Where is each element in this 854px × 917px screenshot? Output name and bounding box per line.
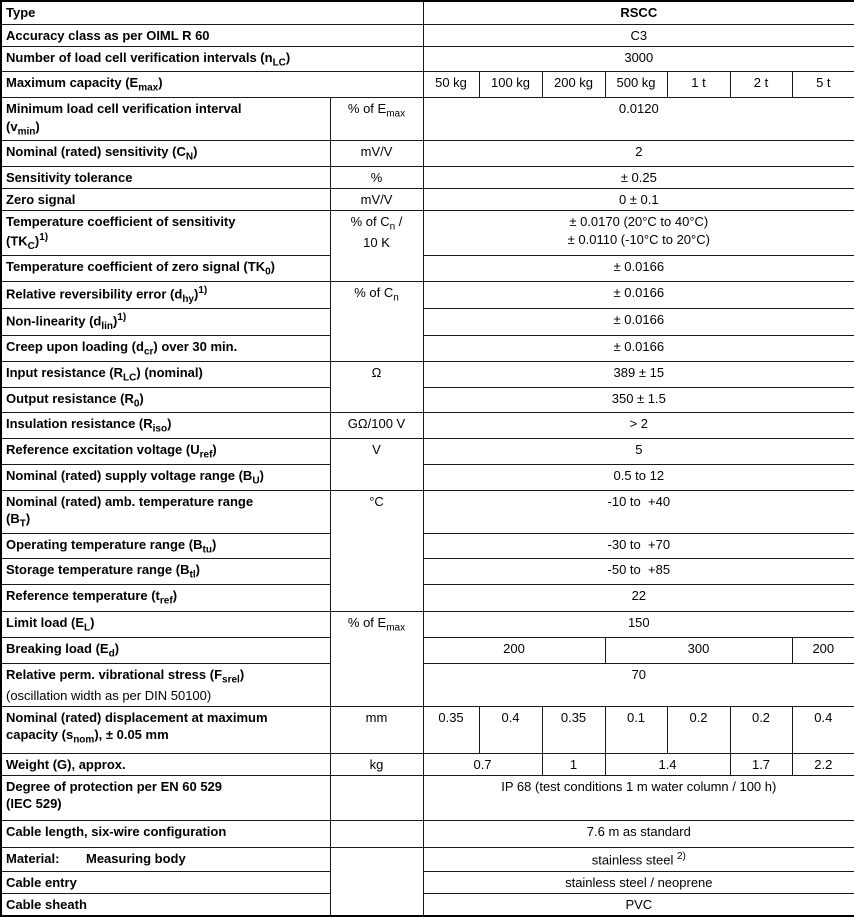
- row-sensitivity-tolerance: [1, 167, 854, 189]
- vibrational-stress-title: Relative perm. vibrational stress $(F_{srel})$: [6, 666, 245, 686]
- value-tk-sensitivity: ± 0.0170 (20°C to 40°C) ± 0.0110 (-10°C to 20°C): [423, 211, 854, 255]
- value-material-cable-entry: stainless steel / neoprene: [423, 871, 854, 893]
- value-vmin: 0.0120: [423, 98, 854, 141]
- unit-sensitivity: mV/V: [330, 141, 423, 167]
- unit-sensitivity-tolerance: %: [330, 167, 423, 189]
- vibrational-stress-subtitle: (oscillation width as per DIN 50100): [6, 687, 212, 703]
- unit-displacement: mm: [330, 706, 423, 753]
- unit-protection-empty: [330, 776, 423, 821]
- unit-d-block: % of $C_n$: [330, 281, 423, 361]
- value-reference-excitation: 5: [423, 439, 854, 465]
- label-limit-load: Limit load $(E_L)$: [1, 612, 330, 638]
- value-sensitivity-tolerance: ± 0.25: [423, 167, 854, 189]
- label-input-resistance: Input resistance $(R_{LC})$ (nominal): [1, 361, 330, 387]
- value-output-resistance: 350 ± 1.5: [423, 387, 854, 413]
- capacity-col-header: 200 kg: [542, 72, 605, 98]
- row-sensitivity: [1, 141, 854, 167]
- row-vmin: [1, 98, 854, 141]
- row-material-cable-sheath: [1, 893, 854, 916]
- unit-vmin: % of $E_{max}$: [330, 98, 423, 141]
- value-breaking-load-high: 200: [792, 637, 854, 663]
- label-creep: Creep upon loading $(d_{cr})$ over 30 min.: [1, 335, 330, 361]
- value-displacement: 0.35: [423, 706, 479, 753]
- label-sensitivity-tolerance: Sensitivity tolerance: [1, 167, 330, 189]
- label-maximum-capacity: Maximum capacity $(E_{max})$: [1, 72, 423, 98]
- row-verification-intervals: [1, 46, 854, 72]
- unit-load-block: % of $E_{max}$: [330, 612, 423, 707]
- label-tk-zero-signal: Temperature coefficient of zero signal $(TK_0)$: [1, 255, 330, 281]
- value-displacement: 0.4: [479, 706, 542, 753]
- value-displacement: 0.1: [605, 706, 667, 753]
- value-protection: IP 68 (test conditions 1 m water column / 100 h): [423, 776, 854, 821]
- label-sensitivity: Nominal (rated) sensitivity $(C_N)$: [1, 141, 330, 167]
- value-weight: 2.2: [792, 753, 854, 775]
- capacity-col-header: 5 t: [792, 72, 854, 98]
- unit-cable-length-empty: [330, 821, 423, 848]
- value-operating-temperature: -30 to +70: [423, 533, 854, 559]
- value-verification-intervals: 3000: [423, 46, 854, 72]
- label-material-cable-entry: Cable entry: [1, 871, 330, 893]
- value-weight: 1: [542, 753, 605, 775]
- label-vmin: Minimum load cell verification interval $(v_{min})$: [1, 98, 330, 141]
- row-input-resistance: [1, 361, 854, 387]
- row-supply-voltage-range: [1, 464, 854, 490]
- value-displacement: 0.2: [667, 706, 730, 753]
- capacity-col-header: 50 kg: [423, 72, 479, 98]
- value-weight: 1.4: [605, 753, 730, 775]
- label-supply-voltage-range: Nominal (rated) supply voltage range $(B_U)$: [1, 464, 330, 490]
- label-reference-temperature: Reference temperature $(t_{ref})$: [1, 585, 330, 612]
- unit-temperature-block: °C: [330, 490, 423, 612]
- capacity-col-header: 2 t: [730, 72, 792, 98]
- row-creep: [1, 335, 854, 361]
- row-tk-sensitivity: [1, 211, 854, 255]
- row-weight: [1, 753, 854, 775]
- value-ambient-temperature: -10 to +40: [423, 490, 854, 533]
- unit-zero-signal: mV/V: [330, 189, 423, 211]
- value-cable-length: 7.6 m as standard: [423, 821, 854, 848]
- row-storage-temperature: [1, 559, 854, 585]
- value-displacement: 0.2: [730, 706, 792, 753]
- row-output-resistance: [1, 387, 854, 413]
- value-reversibility-error: ± 0.0166: [423, 281, 854, 308]
- value-breaking-load-low: 200: [423, 637, 605, 663]
- value-creep: ± 0.0166: [423, 335, 854, 361]
- label-zero-signal: Zero signal: [1, 189, 330, 211]
- value-reference-temperature: 22: [423, 585, 854, 612]
- value-limit-load: 150: [423, 612, 854, 638]
- row-material-measuring-body: [1, 848, 854, 871]
- value-input-resistance: 389 ± 15: [423, 361, 854, 387]
- row-tk-zero-signal: [1, 255, 854, 281]
- label-weight: Weight (G), approx.: [1, 753, 330, 775]
- row-accuracy-class: [1, 24, 854, 46]
- unit-resistance-block: Ω: [330, 361, 423, 413]
- row-ambient-temperature: [1, 490, 854, 533]
- capacity-col-header: 100 kg: [479, 72, 542, 98]
- value-vibrational-stress: 70: [423, 663, 854, 706]
- value-tk-zero-signal: ± 0.0166: [423, 255, 854, 281]
- unit-voltage-block: V: [330, 439, 423, 491]
- row-vibrational-stress: [1, 663, 854, 706]
- label-material-cable-sheath: Cable sheath: [1, 893, 330, 916]
- row-cable-length: [1, 821, 854, 848]
- unit-weight: kg: [330, 753, 423, 775]
- label-reversibility-error: Relative reversibility error $(d_{hy})^{1)}$: [1, 281, 330, 308]
- label-vibrational-stress: [1, 663, 330, 706]
- label-tk-sensitivity: Temperature coefficient of sensitivity $(TK_C)^{1)}$: [1, 211, 330, 255]
- label-verification-intervals: Number of load cell verification intervals $(n_{LC})$: [1, 46, 423, 72]
- material-item-name: Measuring body: [86, 851, 186, 867]
- label-non-linearity: Non-linearity $(d_{lin})^{1)}$: [1, 308, 330, 335]
- value-material-measuring-body: stainless steel $^{2)}$: [423, 848, 854, 871]
- label-displacement: Nominal (rated) displacement at maximum capacity $(s_{nom})$, ± 0.05 mm: [1, 706, 330, 753]
- label-cable-length: Cable length, six-wire configuration: [1, 821, 330, 848]
- label-output-resistance: Output resistance $(R_0)$: [1, 387, 330, 413]
- value-non-linearity: ± 0.0166: [423, 308, 854, 335]
- label-material-measuring-body: [1, 848, 330, 871]
- row-reference-excitation: [1, 439, 854, 465]
- value-weight: 1.7: [730, 753, 792, 775]
- material-label: Material:: [6, 851, 60, 867]
- value-breaking-load-mid: 300: [605, 637, 792, 663]
- label-protection: Degree of protection per EN 60 529 (IEC 529): [1, 776, 330, 821]
- label-ambient-temperature: Nominal (rated) amb. temperature range $(B_T)$: [1, 490, 330, 533]
- label-insulation-resistance: Insulation resistance $(R_{iso})$: [1, 413, 330, 439]
- value-type: RSCC: [423, 1, 854, 24]
- value-displacement: 0.4: [792, 706, 854, 753]
- value-sensitivity: 2: [423, 141, 854, 167]
- label-accuracy-class: Accuracy class as per OIML R 60: [1, 24, 423, 46]
- unit-insulation-resistance: GΩ/100 V: [330, 413, 423, 439]
- row-reversibility-error: [1, 281, 854, 308]
- row-limit-load: [1, 612, 854, 638]
- row-reference-temperature: [1, 585, 854, 612]
- value-supply-voltage-range: 0.5 to 12: [423, 464, 854, 490]
- value-material-cable-sheath: PVC: [423, 893, 854, 916]
- value-zero-signal: 0 ± 0.1: [423, 189, 854, 211]
- row-operating-temperature: [1, 533, 854, 559]
- row-zero-signal: [1, 189, 854, 211]
- label-breaking-load: Breaking load $(E_d)$: [1, 637, 330, 663]
- row-type: [1, 1, 854, 24]
- label-type: Type: [1, 1, 423, 24]
- value-insulation-resistance: > 2: [423, 413, 854, 439]
- label-reference-excitation: Reference excitation voltage $(U_{ref})$: [1, 439, 330, 465]
- row-material-cable-entry: [1, 871, 854, 893]
- label-operating-temperature: Operating temperature range $(B_{tu})$: [1, 533, 330, 559]
- unit-tk-block: % of $C_n$ / 10 K: [330, 211, 423, 281]
- value-storage-temperature: -50 to +85: [423, 559, 854, 585]
- row-non-linearity: [1, 308, 854, 335]
- unit-material-empty: [330, 848, 423, 916]
- capacity-col-header: 500 kg: [605, 72, 667, 98]
- row-insulation-resistance: [1, 413, 854, 439]
- capacity-col-header: 1 t: [667, 72, 730, 98]
- value-weight: 0.7: [423, 753, 542, 775]
- label-storage-temperature: Storage temperature range $(B_{tl})$: [1, 559, 330, 585]
- row-maximum-capacity: [1, 72, 854, 98]
- value-accuracy-class: C3: [423, 24, 854, 46]
- value-displacement: 0.35: [542, 706, 605, 753]
- row-protection: [1, 776, 854, 821]
- row-displacement: [1, 706, 854, 753]
- row-breaking-load: [1, 637, 854, 663]
